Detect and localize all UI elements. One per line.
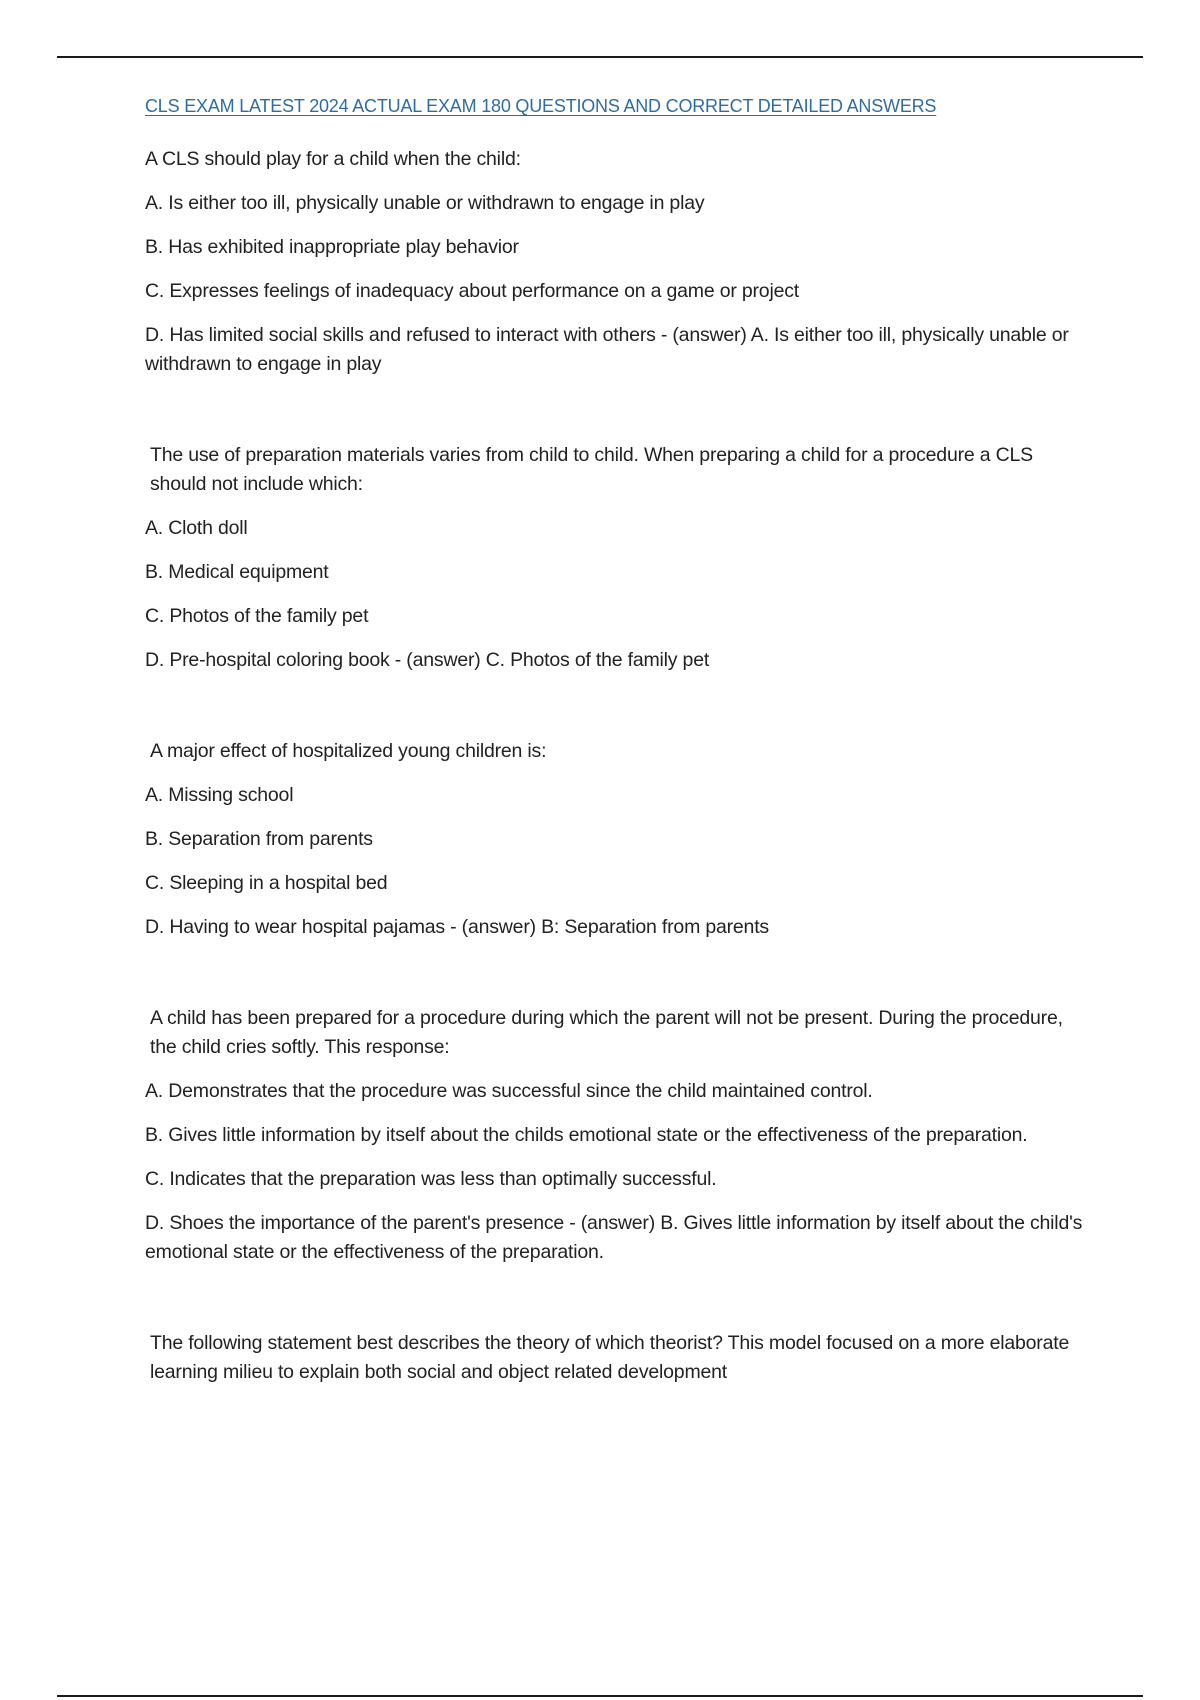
option-c: C. Indicates that the preparation was less than optimally successful. xyxy=(145,1168,717,1190)
question-block xyxy=(145,145,1090,379)
question-text: The use of preparation materials varies from child to child. When preparing a child for a procedure a CLS should not include which: xyxy=(150,444,1033,495)
option-a: A. Demonstrates that the procedure was successful since the child maintained control. xyxy=(145,1080,873,1102)
question-block xyxy=(145,737,1090,942)
option-b: B. Separation from parents xyxy=(145,828,373,850)
top-rule xyxy=(57,56,1143,58)
document-title: CLS EXAM LATEST 2024 ACTUAL EXAM 180 QUESTIONS AND CORRECT DETAILED ANSWERS xyxy=(145,96,937,116)
option-a: A. Is either too ill, physically unable or withdrawn to engage in play xyxy=(145,192,705,214)
option-b: B. Medical equipment xyxy=(145,561,329,583)
option-b: B. Gives little information by itself about the childs emotional state or the effectiveness of the preparation. xyxy=(145,1124,1028,1146)
document-body xyxy=(145,96,1090,1449)
option-d-with-answer: D. Having to wear hospital pajamas - (answer) B: Separation from parents xyxy=(145,916,769,938)
question-text: A CLS should play for a child when the child: xyxy=(145,148,521,170)
question-block xyxy=(145,1329,1090,1387)
question-block xyxy=(145,1004,1090,1267)
option-a: A. Cloth doll xyxy=(145,517,248,539)
option-d-with-answer: D. Has limited social skills and refused to interact with others - (answer) A. Is either too ill, physically unable or withdrawn to engage in play xyxy=(145,324,1069,375)
option-d-with-answer: D. Shoes the importance of the parent's presence - (answer) B. Gives little information by itself about the child's emotional state or the effectiveness of the preparation. xyxy=(145,1212,1083,1263)
option-b: B. Has exhibited inappropriate play behavior xyxy=(145,236,519,258)
question-text: The following statement best describes the theory of which theorist? This model focused on a more elaborate learning milieu to explain both social and object related development xyxy=(150,1332,1070,1383)
option-d-with-answer: D. Pre-hospital coloring book - (answer) C. Photos of the family pet xyxy=(145,649,710,671)
option-c: C. Expresses feelings of inadequacy about performance on a game or project xyxy=(145,280,799,302)
question-text: A child has been prepared for a procedure during which the parent will not be present. During the procedure, the child cries softly. This response: xyxy=(150,1007,1063,1058)
option-a: A. Missing school xyxy=(145,784,294,806)
question-text: A major effect of hospitalized young children is: xyxy=(150,740,547,762)
bottom-rule xyxy=(57,1695,1143,1697)
question-block xyxy=(145,441,1090,675)
option-c: C. Photos of the family pet xyxy=(145,605,369,627)
option-c: C. Sleeping in a hospital bed xyxy=(145,872,388,894)
